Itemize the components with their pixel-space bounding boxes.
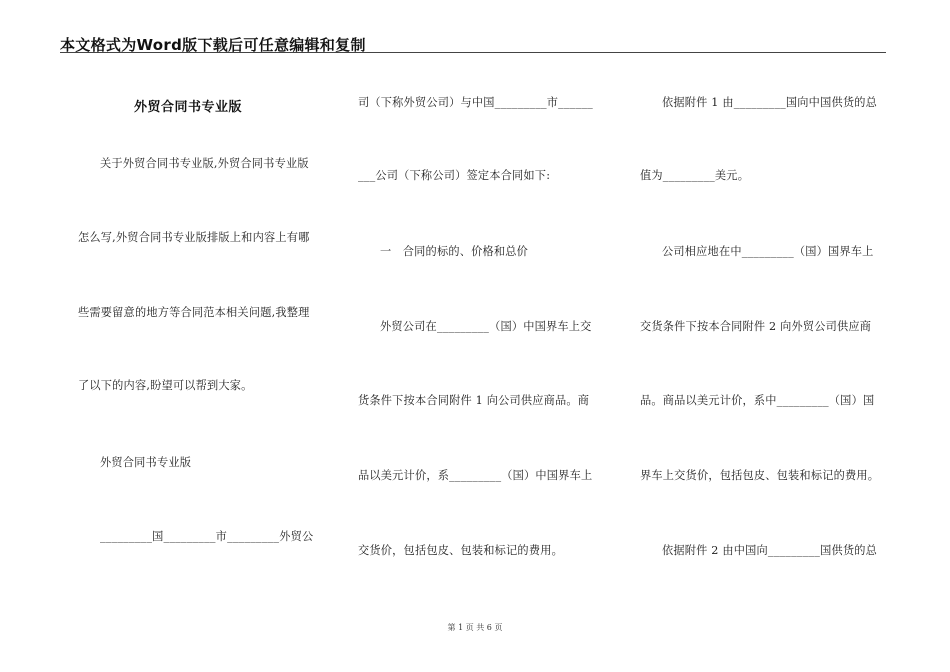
section-subtitle: 外贸合同书专业版	[100, 456, 192, 469]
paragraph-line: 依据附件 2 由中国向_________国供货的总	[662, 544, 878, 557]
paragraph-line: 了以下的内容,盼望可以帮到大家。	[78, 379, 253, 392]
paragraph-line: 关于外贸合同书专业版,外贸合同书专业版	[100, 157, 309, 170]
paragraph-line: 交货价，包括包皮、包装和标记的费用。	[358, 544, 563, 557]
paragraph-line: 值为_________美元。	[640, 169, 750, 182]
paragraph-line: 外贸公司在_________（国）中国界车上交	[380, 320, 592, 333]
paragraph-line: 司（下称外贸公司）与中国_________市______	[358, 96, 593, 109]
clause-heading: 一 合同的标的、价格和总价	[380, 245, 529, 258]
document-banner: 本文格式为Word版下载后可任意编辑和复制	[60, 36, 366, 54]
paragraph-line: ___公司（下称公司）签定本合同如下:	[358, 169, 551, 182]
paragraph-line: 怎么写,外贸合同书专业版排版上和内容上有哪	[78, 231, 310, 244]
paragraph-line: 些需要留意的地方等合同范本相关问题,我整理	[78, 306, 310, 319]
paragraph-line: 界车上交货价，包括包皮、包装和标记的费用。	[640, 469, 880, 482]
paragraph-line: 公司相应地在中_________（国）国界车上	[662, 245, 874, 258]
paragraph-line: _________国_________市_________外贸公	[100, 530, 314, 543]
paragraph-line: 货条件下按本合同附件 1 向公司供应商品。商	[358, 394, 590, 407]
page-number: 第 1 页 共 6 页	[447, 623, 503, 632]
paragraph-line: 品以美元计价，系_________（国）中国界车上	[358, 469, 593, 482]
header-rule	[60, 52, 886, 53]
paragraph-line: 品。商品以美元计价，系中_________（国）国	[640, 394, 875, 407]
paragraph-line: 交货条件下按本合同附件 2 向外贸公司供应商	[640, 320, 872, 333]
document-title: 外贸合同书专业版	[134, 100, 243, 115]
paragraph-line: 依据附件 1 由_________国向中国供货的总	[662, 96, 878, 109]
